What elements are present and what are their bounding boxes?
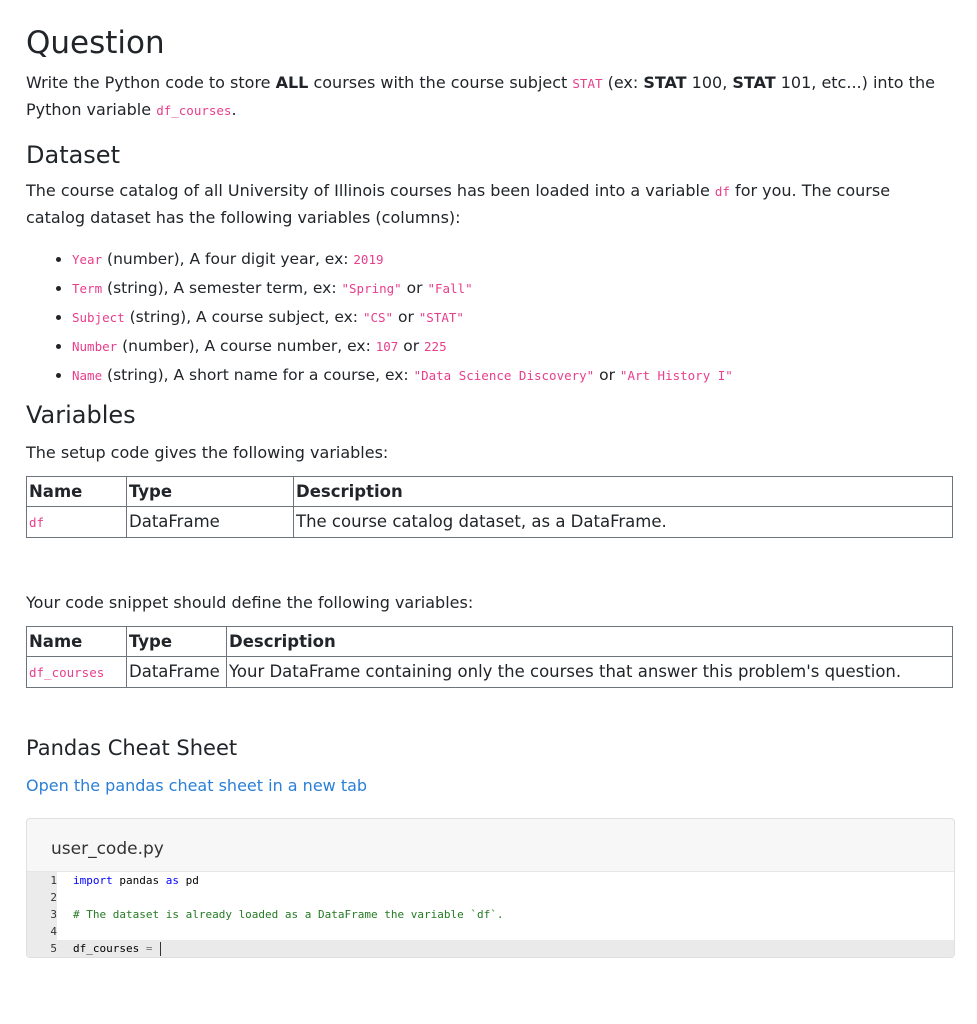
list-item: • Subject (string), A course subject, ex: "CS" or "STAT"	[72, 303, 951, 332]
text-cursor	[160, 942, 161, 956]
editor-filename: user_code.py	[51, 839, 164, 859]
table-row: df_courses DataFrame Your DataFrame containing only the courses that answer this problem's question.	[27, 657, 953, 688]
line-number: 2	[27, 889, 57, 906]
list-item: • Number (number), A course number, ex: 107 or 225	[72, 332, 951, 361]
snippet-variables-table	[26, 626, 953, 688]
dataset-columns-list	[26, 245, 951, 390]
question-text: Write the Python code to store ALL courses with the course subject STAT (ex: STAT 100, STAT 101, etc...) into the Python variable df_courses.	[26, 73, 935, 119]
code-line[interactable]: 1 import pandas as pd	[27, 872, 954, 889]
code-df: df	[714, 184, 730, 199]
setup-variables-table	[26, 476, 953, 538]
code-stat: STAT	[572, 76, 603, 91]
code-df-courses: df_courses	[156, 103, 232, 118]
code-line[interactable]: 3 # The dataset is already loaded as a DataFrame the variable `df`.	[27, 906, 954, 923]
line-number: 1	[27, 872, 57, 889]
code-line[interactable]	[27, 923, 954, 940]
list-item: • Year (number), A four digit year, ex: 2019	[72, 245, 951, 274]
code-input-area[interactable]	[27, 871, 954, 957]
list-item: • Term (string), A semester term, ex: "Spring" or "Fall"	[72, 274, 951, 303]
line-number: 5	[27, 940, 57, 957]
table-row: df DataFrame The course catalog dataset, as a DataFrame.	[27, 507, 953, 538]
table-header-row: Name Type Description	[27, 477, 953, 507]
list-item: • Name (string), A short name for a course, ex: "Data Science Discovery" or "Art History I"	[72, 361, 951, 390]
code-line[interactable]	[27, 889, 954, 906]
cheat-sheet-heading: Pandas Cheat Sheet	[26, 736, 238, 760]
cheat-sheet-link[interactable]: Open the pandas cheat sheet in a new tab	[26, 776, 368, 795]
dataset-text: The course catalog of all University of Illinois courses has been loaded into a variable df for you. The course catalog dataset has the following variables (columns):	[26, 181, 891, 227]
variables-heading: Variables	[26, 401, 136, 429]
code-line-active[interactable]: 5 df_courses =	[27, 940, 954, 957]
snippet-text: Your code snippet should define the following variables:	[26, 593, 474, 612]
line-number: 4	[27, 923, 57, 940]
table-header-row: Name Type Description	[27, 627, 953, 657]
dataset-heading: Dataset	[26, 141, 120, 169]
code-editor	[26, 818, 955, 958]
question-heading: Question	[26, 25, 165, 61]
line-number: 3	[27, 906, 57, 923]
setup-text: The setup code gives the following variables:	[26, 443, 389, 462]
